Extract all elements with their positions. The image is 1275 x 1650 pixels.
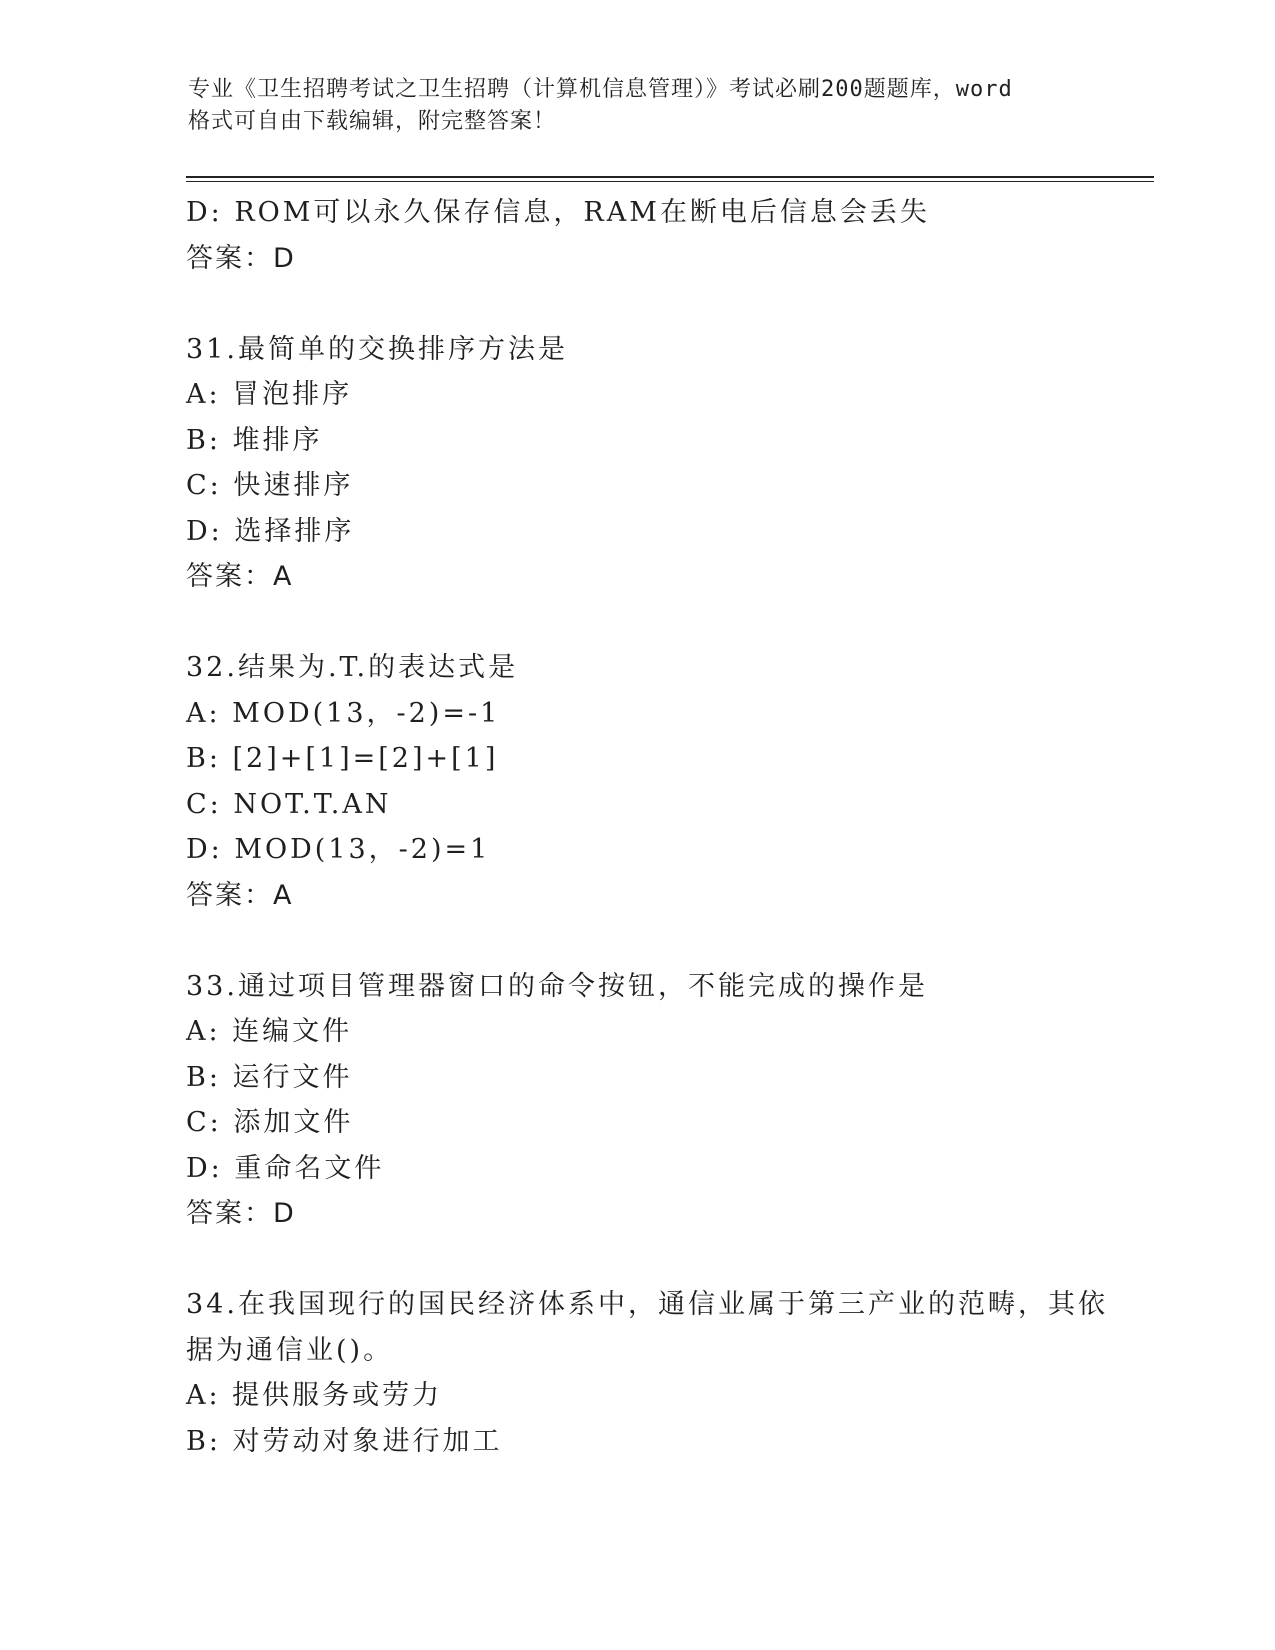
document-header xyxy=(188,74,1088,138)
question-34 xyxy=(186,1282,1146,1464)
header-divider xyxy=(186,176,1154,182)
option-b: B: [2]+[1]=[2]+[1] xyxy=(186,743,499,774)
option-a: A: 连编文件 xyxy=(186,1016,353,1047)
spacer xyxy=(186,1237,1146,1283)
spacer xyxy=(186,600,1146,646)
option-c: C: 快速排序 xyxy=(186,470,354,501)
question-31 xyxy=(186,327,1146,600)
option-d: D: 重命名文件 xyxy=(186,1152,385,1184)
answer: 答案：A xyxy=(186,561,294,592)
option-c: C: 添加文件 xyxy=(186,1107,354,1138)
spacer xyxy=(186,281,1146,327)
answer: 答案：A xyxy=(186,879,294,911)
prev-option-d: D: ROM可以永久保存信息，RAM在断电后信息会丢失 xyxy=(186,197,930,228)
option-a: A: MOD(13，-2)=-1 xyxy=(186,697,501,729)
question-stem-line-1: 34.在我国现行的国民经济体系中，通信业属于第三产业的范畴，其依 xyxy=(186,1289,1108,1320)
question-stem: 31.最简单的交换排序方法是 xyxy=(186,333,568,365)
question-33 xyxy=(186,964,1146,1237)
question-32 xyxy=(186,645,1146,918)
option-c: C: NOT.T.AN xyxy=(186,788,392,820)
question-stem: 32.结果为.T.的表达式是 xyxy=(186,652,519,683)
option-a: A: 提供服务或劳力 xyxy=(186,1380,443,1411)
spacer xyxy=(186,918,1146,964)
option-b: B: 运行文件 xyxy=(186,1061,353,1093)
answer: 答案：D xyxy=(186,1198,296,1229)
question-stem-line-2: 据为通信业()。 xyxy=(186,1334,394,1366)
option-a: A: 冒泡排序 xyxy=(186,379,353,410)
option-d: D: MOD(13，-2)=1 xyxy=(186,834,491,865)
option-b: B: 堆排序 xyxy=(186,424,323,456)
question-stem: 33.通过项目管理器窗口的命令按钮，不能完成的操作是 xyxy=(186,970,928,1002)
header-line-2: 格式可自由下载编辑，附完整答案！ xyxy=(188,109,557,134)
header-line-1: 专业《卫生招聘考试之卫生招聘（计算机信息管理）》考试必刷200题题库，word xyxy=(188,77,1013,102)
option-b: B: 对劳动对象进行加工 xyxy=(186,1425,503,1457)
prev-answer: 答案：D xyxy=(186,242,296,274)
option-d: D: 选择排序 xyxy=(186,515,355,547)
document-body xyxy=(186,190,1146,1464)
